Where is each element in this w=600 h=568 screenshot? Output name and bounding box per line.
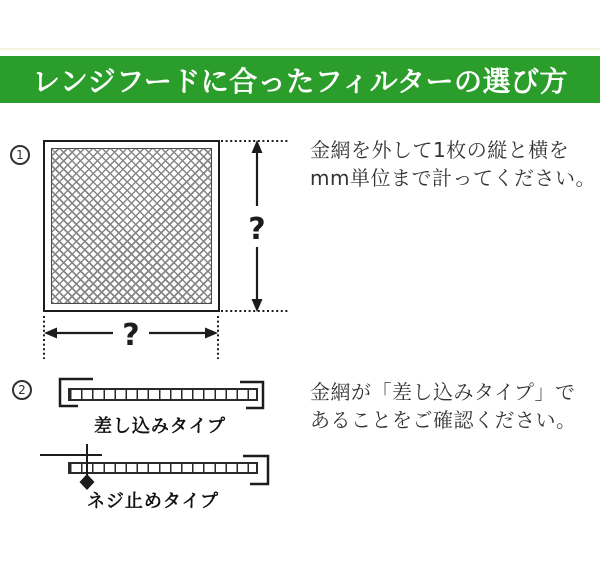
step1-instruction	[310, 136, 596, 192]
step1-number: 1	[16, 148, 24, 162]
page-title: レンジフードに合ったフィルターの選び方	[32, 64, 568, 98]
step2-instruction-line2: あることをご確認ください。	[310, 408, 577, 432]
insert-left-bracket-icon	[60, 379, 93, 406]
height-question-label: ?	[248, 212, 266, 247]
screw-icon	[40, 444, 102, 490]
insert-type-label: 差し込みタイプ	[93, 416, 227, 437]
step1-instruction-line2: mm単位まで計ってください。	[310, 166, 596, 190]
screw-type-label: ネジ止めタイプ	[86, 491, 220, 512]
title-banner	[0, 56, 600, 103]
screw-right-bracket-icon	[243, 456, 268, 484]
dimension-annotations	[0, 130, 300, 370]
step1-instruction-line1: 金網を外して1枚の縦と横を	[310, 138, 570, 162]
step2-number: 2	[18, 383, 26, 397]
insert-right-bracket-icon	[240, 382, 263, 408]
step2-instruction-line1: 金網が「差し込みタイプ」で	[310, 380, 576, 404]
decorative-hairline	[0, 48, 600, 50]
step2-instruction	[310, 378, 577, 434]
width-question-label: ?	[122, 318, 140, 353]
